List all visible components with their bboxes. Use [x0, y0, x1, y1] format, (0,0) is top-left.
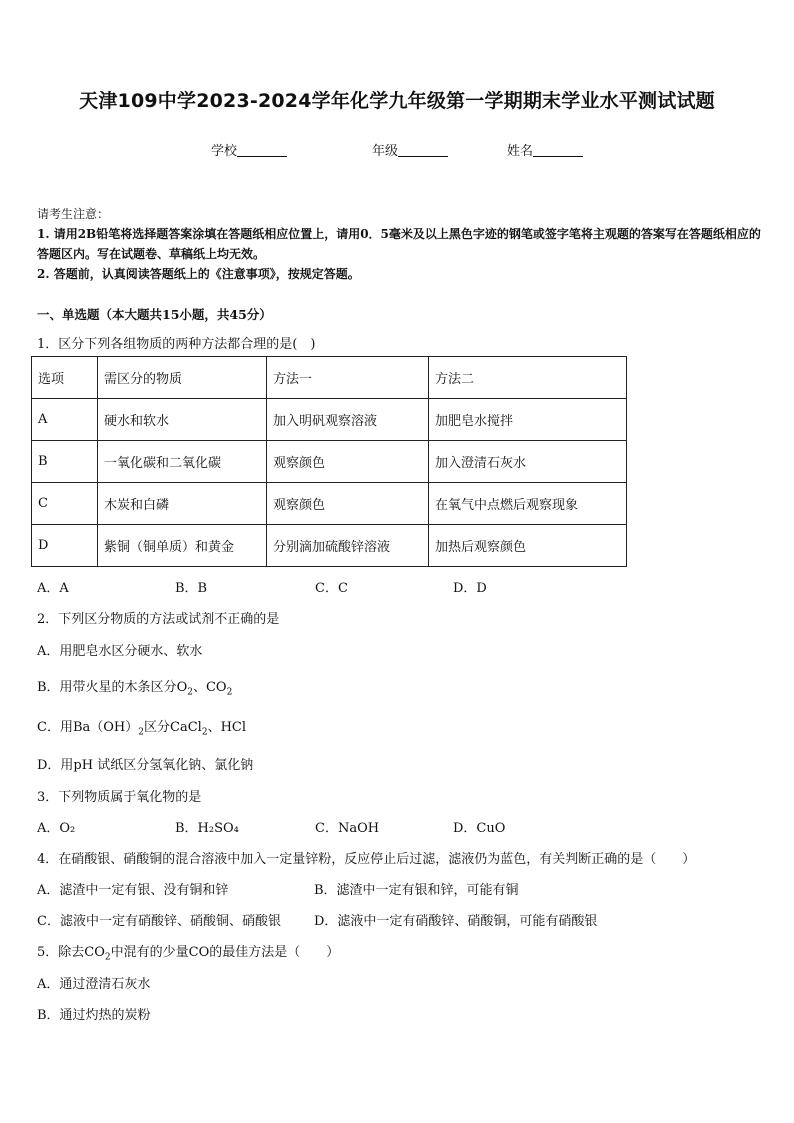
- q1-choice-b: B．B: [175, 581, 208, 596]
- q5-choice-b: B．通过灼热的炭粉: [37, 1008, 151, 1023]
- table-header: 方法一: [267, 357, 429, 399]
- q1-choice-c: C．C: [315, 581, 348, 596]
- q2-choice-c-text: C．用: [37, 720, 73, 735]
- table-cell: 加热后观察颜色: [429, 525, 627, 567]
- q4-choice-d: D．滤液中一定有硝酸锌、硝酸铜，可能有硝酸银: [314, 914, 598, 929]
- q2-choice-d: D．用pH 试纸区分氢氧化钠、氯化钠: [37, 758, 254, 773]
- table-cell: 加入澄清石灰水: [429, 441, 627, 483]
- q4-choice-a: A．滤渣中一定有银、没有铜和锌: [37, 883, 229, 898]
- q5-stem: 5．除去$CO_2$中混有的少量CO的最佳方法是（ ）: [37, 945, 340, 963]
- section-heading: 一、单选题（本大题共15小题，共45分）: [37, 307, 272, 322]
- table-cell: B: [32, 441, 98, 483]
- table-header-row: [32, 357, 627, 399]
- q3-choice-c: C．NaOH: [315, 821, 380, 836]
- grade-field: [372, 140, 448, 159]
- table-cell: 观察颜色: [267, 441, 429, 483]
- q5-stem-post: 中混有的少量CO的最佳方法是（ ）: [110, 945, 340, 960]
- grade-label: 年级: [372, 144, 399, 159]
- table-cell: 一氧化碳和二氧化碳: [98, 441, 267, 483]
- table-cell: 加肥皂水搅拌: [429, 399, 627, 441]
- q1-choice-d: D．D: [453, 581, 487, 596]
- q2-choice-c-mid: 区分: [144, 720, 171, 735]
- table-cell: C: [32, 483, 98, 525]
- table-cell: 加入明矾观察溶液: [267, 399, 429, 441]
- name-label: 姓名: [507, 144, 534, 159]
- table-row: [32, 399, 627, 441]
- q2-choice-b: B．用带火星的木条区分$O_2$、$CO_2$: [37, 680, 233, 698]
- q4-choice-b: B．滤渣中一定有银和锌，可能有铜: [314, 883, 519, 898]
- q3-choice-a: A．O₂: [37, 821, 76, 836]
- q3-stem: 3．下列物质属于氧化物的是: [37, 790, 202, 805]
- table-cell: 分别滴加硫酸锌溶液: [267, 525, 429, 567]
- table-row: [32, 483, 627, 525]
- q4-choice-c: C．滤液中一定有硝酸锌、硝酸铜、硝酸银: [37, 914, 281, 929]
- page-title: 天津109中学2023-2024学年化学九年级第一学期期末学业水平测试试题: [79, 90, 715, 112]
- table-row: [32, 525, 627, 567]
- q2-choice-c: C．用$Ba(OH)_2$区分CaCl$_2$、HCl: [37, 720, 247, 738]
- q5-stem-pre: 5．除去CO: [37, 945, 105, 960]
- q2-choice-b-text: B．用带火星的木条区分: [37, 680, 177, 695]
- q5-choice-a: A．通过澄清石灰水: [37, 977, 151, 992]
- q4-stem: 4．在硝酸银、硝酸铜的混合溶液中加入一定量锌粉，反应停止后过滤，滤液仍为蓝色，有关判断正确的是（ ）: [37, 852, 696, 867]
- table-header: 需区分的物质: [98, 357, 267, 399]
- table-cell: A: [32, 399, 98, 441]
- q3-choice-b: B．H₂SO₄: [175, 821, 239, 836]
- table-cell: 紫铜（铜单质）和黄金: [98, 525, 267, 567]
- table-header: 选项: [32, 357, 98, 399]
- q2-choice-a: A．用肥皂水区分硬水、软水: [37, 644, 203, 659]
- notice-item-1: 1. 请用2B铅笔将选择题答案涂填在答题纸相应位置上，请用0．5毫米及以上黑色字迹的钢笔或签字笔将主观题的答案写在答题纸相应的答题区内。写在试题卷、草稿纸上均无效。: [37, 227, 761, 261]
- q1-table: [31, 356, 627, 567]
- q2-stem: 2．下列区分物质的方法或试剂不正确的是: [37, 612, 280, 627]
- school-blank: [237, 143, 287, 157]
- name-blank: [533, 143, 583, 157]
- table-cell: 在氧气中点燃后观察现象: [429, 483, 627, 525]
- school-field: [211, 140, 287, 159]
- q3-choice-d: D．CuO: [453, 821, 506, 836]
- table-cell: 硬水和软水: [98, 399, 267, 441]
- q1-choice-a: A．A: [37, 581, 69, 596]
- table-cell: 观察颜色: [267, 483, 429, 525]
- q1-stem: 1．区分下列各组物质的两种方法都合理的是( ): [37, 337, 316, 352]
- grade-blank: [398, 143, 448, 157]
- table-row: [32, 441, 627, 483]
- notice-block: [37, 204, 761, 284]
- name-field: [507, 140, 583, 159]
- table-header: 方法二: [429, 357, 627, 399]
- school-label: 学校: [211, 144, 238, 159]
- table-cell: D: [32, 525, 98, 567]
- notice-item-2: 2. 答题前，认真阅读答题纸上的《注意事项》，按规定答题。: [37, 267, 360, 281]
- notice-heading: 请考生注意：: [37, 207, 110, 221]
- table-cell: 木炭和白磷: [98, 483, 267, 525]
